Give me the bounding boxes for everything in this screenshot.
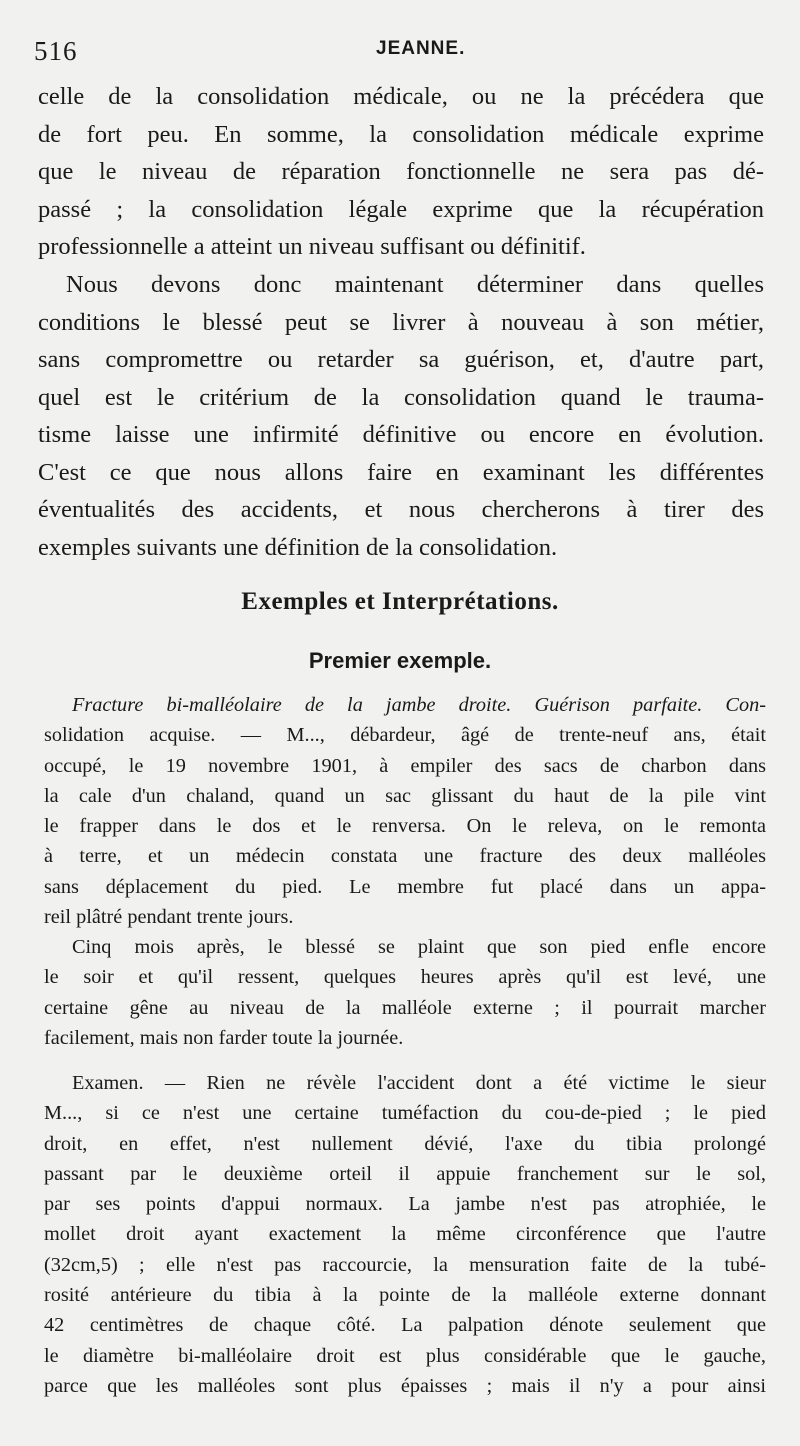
text-line: Cinq mois après, le blessé se plaint que son pied enfle encore	[72, 936, 766, 958]
text-line: que le niveau de réparation fonctionnelle ne sera pas dé-	[38, 158, 764, 185]
case-paragraph	[44, 690, 766, 932]
text-line: 42 centimètres de chaque côté. La palpation dénote seulement que	[44, 1314, 766, 1337]
text-line: mollet droit ayant exactement la même circonférence que l'autre	[44, 1223, 766, 1246]
text-line: de fort peu. En somme, la consolidation médicale exprime	[38, 120, 764, 148]
section-title: Exemples et Interprétations.	[241, 588, 559, 615]
text-line: sans déplacement du pied. Le membre fut placé dans un appa-	[44, 875, 766, 898]
page-header	[34, 34, 769, 68]
text-line: C'est ce que nous allons faire en examinant les différentes	[38, 458, 764, 486]
text-line: quel est le critérium de la consolidation quand le trauma-	[38, 383, 764, 411]
subsection-title: Premier exemple.	[308, 648, 492, 673]
text-line: reil plâtré pendant trente jours.	[44, 906, 294, 929]
text-line: professionnelle a atteint un niveau suffisant ou définitif.	[38, 233, 586, 260]
text-line: exemples suivants une définition de la consolidation.	[38, 533, 558, 561]
text-line: passé ; la consolidation légale exprime que la récupération	[38, 195, 764, 223]
text-line: certaine gêne au niveau de la malléole externe ; il pourrait marcher	[44, 996, 766, 1019]
text-line: M..., si ce n'est une certaine tuméfaction du cou-de-pied ; le pied	[44, 1102, 766, 1125]
text-line: Fracture bi-malléolaire de la jambe droite. Guérison parfaite. Con-	[72, 694, 766, 716]
text-line: à terre, et un médecin constata une fracture des deux malléoles	[44, 845, 766, 868]
text-line: facilement, mais non farder toute la journée.	[44, 1026, 404, 1049]
follow-up-paragraph	[44, 932, 766, 1053]
text-line: occupé, le 19 novembre 1901, à empiler des sacs de charbon dans	[44, 754, 766, 777]
text-line: par ses points d'appui normaux. La jambe n'est pas atrophiée, le	[44, 1193, 766, 1216]
text-line: passant par le deuxième orteil il appuie franchement sur le sol,	[44, 1162, 766, 1185]
text-line: Nous devons donc maintenant déterminer dans quelles	[66, 271, 764, 298]
text-line: parce que les malléoles sont plus épaisses ; mais il n'y a pour ainsi	[44, 1374, 766, 1397]
text-line: solidation acquise. — M..., débardeur, âgé de trente-neuf ans, était	[44, 724, 766, 747]
text-line: la cale d'un chaland, quand un sac glissant du haut de la pile vint	[44, 784, 766, 807]
text-line: (32cm,5) ; elle n'est pas raccourcie, la mensuration faite de la tubé-	[44, 1253, 766, 1276]
text-line: éventualités des accidents, et nous chercherons à tirer des	[38, 496, 764, 523]
text-line: droit, en effet, n'est nullement dévié, l'axe du tibia prolongé	[44, 1132, 766, 1155]
text-line: tisme laisse une infirmité définitive ou encore en évolution.	[38, 421, 764, 448]
page-number: 516	[34, 36, 78, 66]
exam-paragraph	[44, 1068, 766, 1401]
method-paragraph	[38, 266, 764, 566]
text-line: sans compromettre ou retarder sa guérison, et, d'autre part,	[38, 346, 764, 373]
text-line: Examen. — Rien ne révèle l'accident dont a été victime le sieur	[72, 1072, 766, 1094]
text-line: le soir et qu'il ressent, quelques heures après qu'il est levé, une	[44, 966, 766, 989]
text-line: le frapper dans le dos et le renversa. On le releva, on le remonta	[44, 815, 766, 838]
text-line: conditions le blessé peut se livrer à nouveau à son métier,	[38, 308, 764, 336]
intro-paragraph	[38, 78, 764, 266]
running-head: JEANNE.	[376, 38, 466, 59]
text-line: le diamètre bi-malléolaire droit est plus considérable que le gauche,	[44, 1344, 766, 1367]
text-line: rosité antérieure du tibia à la pointe de la malléole externe donnant	[44, 1284, 766, 1307]
text-line: celle de la consolidation médicale, ou ne la précédera que	[38, 83, 764, 110]
